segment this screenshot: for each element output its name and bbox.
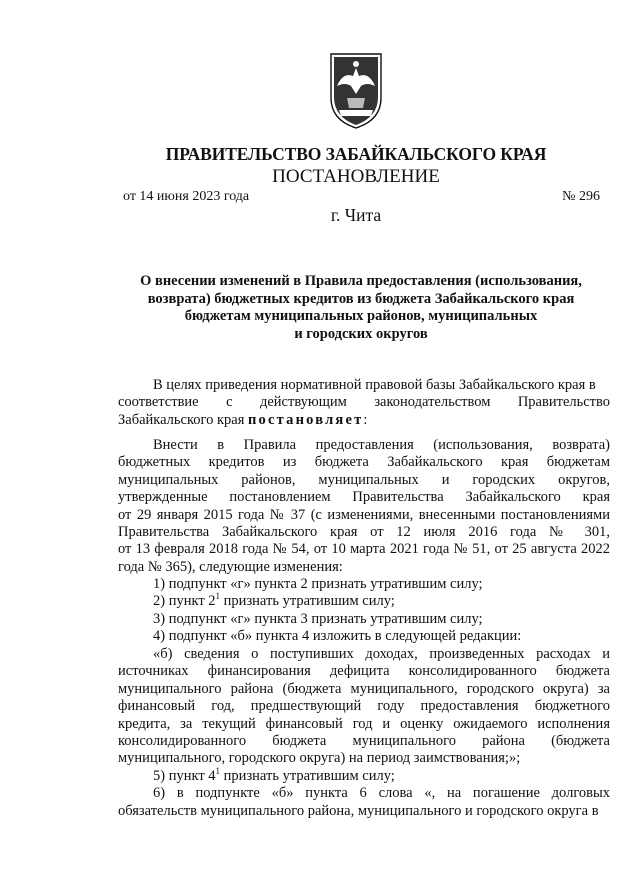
preamble-line	[118, 412, 610, 429]
quote-line: «б) сведения о поступивших доходах, произведенных расходах и	[153, 646, 610, 662]
preamble-line: соответствие с действующим законодательством Правительство	[118, 394, 610, 411]
list-item: 1) подпункт «г» пункта 2 признать утратившим силу;	[153, 576, 483, 592]
quote-line: кредита, за текущий финансовый год и оценку ожидаемого исполнения	[118, 715, 610, 732]
body-line: Внести в Правила предоставления (использования, возврата)	[153, 437, 610, 453]
list-item: 3) подпункт «г» пункта 3 признать утратившим силу;	[153, 610, 483, 627]
heading-line: и городских округов	[294, 325, 428, 342]
body-line: муниципальных районов, муниципальных и городских округов,	[118, 471, 610, 488]
list-item	[118, 593, 610, 610]
list-item	[118, 768, 610, 785]
decree-keyword: постановляет	[248, 411, 364, 428]
quote-line: муниципального, городского округа) на период заимствования;»;	[118, 750, 521, 767]
heading-line: возврата) бюджетных кредитов из бюджета Забайкальского края	[147, 290, 575, 307]
amendment-list	[118, 576, 610, 646]
heading-line: бюджетам муниципальных районов, муниципальных	[184, 308, 538, 324]
coat-of-arms-emblem	[325, 50, 387, 130]
list-item: 4) подпункт «б» пункта 4 изложить в следующей редакции:	[153, 628, 522, 645]
government-title: ПРАВИТЕЛЬСТВО ЗАБАЙКАЛЬСКОГО КРАЯ	[165, 144, 547, 164]
superscript: 1	[215, 766, 221, 777]
quote-line: источниках финансирования дефицита консолидированного бюджета	[118, 663, 610, 680]
body-line: года № 365), следующие изменения:	[118, 558, 343, 575]
preamble-colon: :	[363, 411, 368, 428]
preamble-text: Забайкальского края	[118, 411, 245, 428]
body-paragraph	[118, 437, 610, 576]
list-item-text: 5) пункт 4	[153, 768, 216, 784]
document-number: № 296	[562, 189, 600, 204]
document-heading	[118, 273, 604, 343]
body-line: от 13 февраля 2018 года № 54, от 10 марта 2021 года № 51, от 25 августа 2022	[118, 541, 610, 558]
document-type: ПОСТАНОВЛЕНИЕ	[272, 166, 440, 187]
document-city: г. Чита	[330, 205, 382, 225]
preamble-paragraph	[118, 377, 610, 429]
quote-line: финансовый год, предшествующий году предоставления бюджетного	[118, 698, 610, 715]
heading-line: О внесении изменений в Правила предоставления (использования,	[140, 273, 582, 289]
superscript: 1	[215, 591, 221, 602]
body-line: Правительства Забайкальского края от 12 июля 2016 года № 301,	[118, 523, 610, 540]
quoted-text	[118, 646, 610, 768]
list-item-text: признать утратившим силу;	[220, 768, 395, 784]
quote-line: консолидированного бюджета муниципального района (бюджета	[118, 732, 610, 749]
body-line: утвержденные постановлением Правительства Забайкальского края	[118, 489, 610, 506]
body-line: бюджетных кредитов из бюджета Забайкальского края бюджетам	[118, 454, 610, 471]
list-item-text: 2) пункт 2	[153, 593, 216, 610]
document-date: от 14 июня 2023 года	[123, 189, 250, 204]
body-line: от 29 января 2015 года № 37 (с изменениями, внесенными постановлениями	[118, 506, 610, 523]
quote-line: муниципального района (бюджета муниципального, городского округа) за	[118, 680, 610, 697]
amendment-list-continued	[118, 768, 610, 820]
preamble-line: В целях приведения нормативной правовой базы Забайкальского края в	[153, 377, 596, 393]
list-item: 6) в подпункте «б» пункта 6 слова «, на погашение долговых	[153, 785, 610, 802]
list-item-continuation: обязательств муниципального района, муниципального и городского округа в	[118, 802, 599, 819]
list-item-text: признать утратившим силу;	[220, 593, 395, 610]
